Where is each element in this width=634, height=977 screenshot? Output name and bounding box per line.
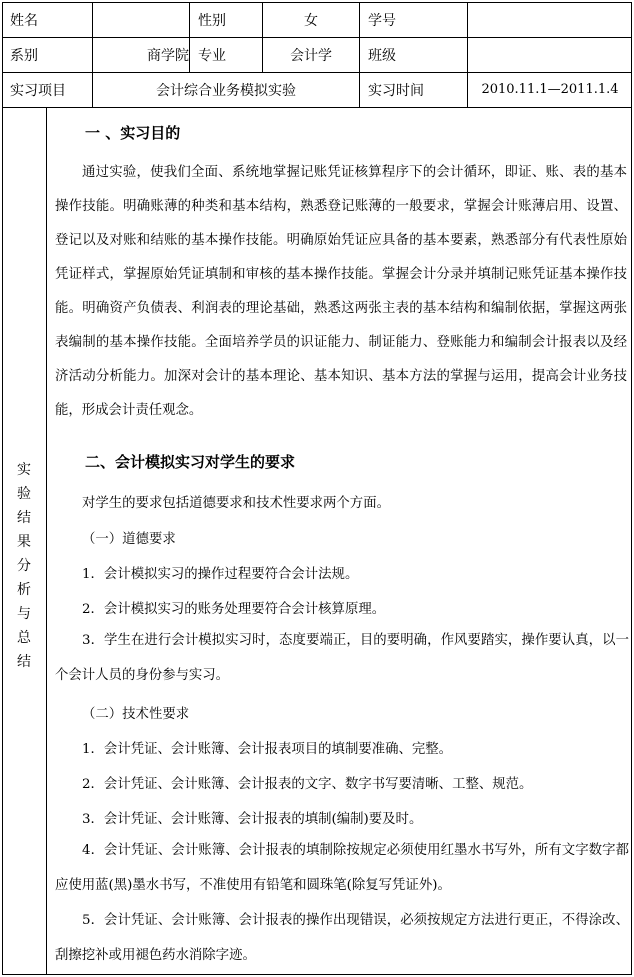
major-label: 专业 xyxy=(198,47,226,64)
time-value[interactable]: 2010.11.1—2011.1.4 xyxy=(481,82,619,97)
time-label: 实习时间 xyxy=(368,82,424,99)
tech-item-1: 1．会计凭证、会计账簿、会计报表项目的填制要准确、完整。 xyxy=(82,742,453,757)
results-content[interactable] xyxy=(47,108,631,974)
tech-item-3: 3．会计凭证、会计账簿、会计报表的填制(编制)要及时。 xyxy=(82,812,423,827)
tech-title: （二）技术性要求 xyxy=(82,707,190,722)
section1-body: 通过实验，使我们全面、系统地掌握记账凭证核算程序下的会计循环，即证、账、表的基本操作技能。明确账薄的种类和基本结构，熟悉登记账薄的一般要求，掌握会计账薄启用、设置、登记以及对账和结账的基本操作技能。明确原始凭证应具备的基本要素，熟悉部分有代表性原始凭证样式，掌握原始凭证填制和审核的基本操作技能。掌握会计分录并填制记账凭证基本操作技能。明确资产负债表、利润表的理论基础，熟悉这两张主表的基本结构和编制依据，掌握这两张表编制的基本操作技能。全面培养学员的识证能力、制证能力、登账能力和编制会计报表以及经济活动分析能力。加深对会计的基本理论、基本知识、基本方法的掌握与运用，提高会计业务技能，形成会计责任观念。 xyxy=(55,165,627,418)
name-label: 姓名 xyxy=(10,12,38,29)
section2-intro: 对学生的要求包括道德要求和技术性要求两个方面。 xyxy=(82,496,390,511)
side-char: 分 xyxy=(17,557,31,574)
gender-label: 性别 xyxy=(198,12,226,29)
name-value[interactable] xyxy=(93,2,189,37)
class-label: 班级 xyxy=(368,47,396,64)
tech-item-2: 2．会计凭证、会计账簿、会计报表的文字、数字书写要清晰、工整、规范。 xyxy=(82,777,533,792)
class-value[interactable] xyxy=(468,37,632,72)
side-label xyxy=(2,108,46,973)
tech-item-4: 4．会计凭证、会计账簿、会计报表的填制除按规定必须使用红墨水书写外，所有文字数字都应使用蓝(黑)墨水书写，不准使用有铅笔和圆珠笔(除复写凭证外)。 xyxy=(55,843,629,893)
section2-heading: 二、会计模拟实习对学生的要求 xyxy=(85,453,296,471)
side-char: 总 xyxy=(17,629,31,646)
department-label: 系别 xyxy=(10,47,38,64)
moral-title: （一）道德要求 xyxy=(82,532,176,547)
moral-item-3: 3．学生在进行会计模拟实习时，态度要端正，目的要明确，作风要踏实，操作要认真，以一个会计人员的身份参与实习。 xyxy=(55,633,629,683)
gender-value[interactable]: 女 xyxy=(304,12,318,29)
side-char: 结 xyxy=(17,509,31,526)
side-char: 与 xyxy=(17,605,31,622)
project-label: 实习项目 xyxy=(10,82,66,99)
student-id-label: 学号 xyxy=(368,12,396,29)
major-value[interactable]: 会计学 xyxy=(290,47,332,64)
department-value[interactable]: 商学院 xyxy=(147,47,189,64)
side-char: 实 xyxy=(17,461,31,478)
moral-item-2: 2．会计模拟实习的账务处理要符合会计核算原理。 xyxy=(82,602,386,617)
tech-item-5: 5．会计凭证、会计账簿、会计报表的操作出现错误，必须按规定方法进行更正，不得涂改、刮擦挖补或用褪色药水消除字迹。 xyxy=(55,913,629,963)
moral-item-1: 1．会计模拟实习的操作过程要符合会计法规。 xyxy=(82,567,359,582)
side-char: 结 xyxy=(17,653,31,670)
section1-heading: 一 、实习目的 xyxy=(85,124,181,142)
side-char: 验 xyxy=(17,485,31,502)
student-id-value[interactable] xyxy=(468,2,632,37)
side-char: 果 xyxy=(17,533,31,550)
project-value[interactable]: 会计综合业务模拟实验 xyxy=(156,82,296,99)
side-char: 析 xyxy=(17,581,31,598)
